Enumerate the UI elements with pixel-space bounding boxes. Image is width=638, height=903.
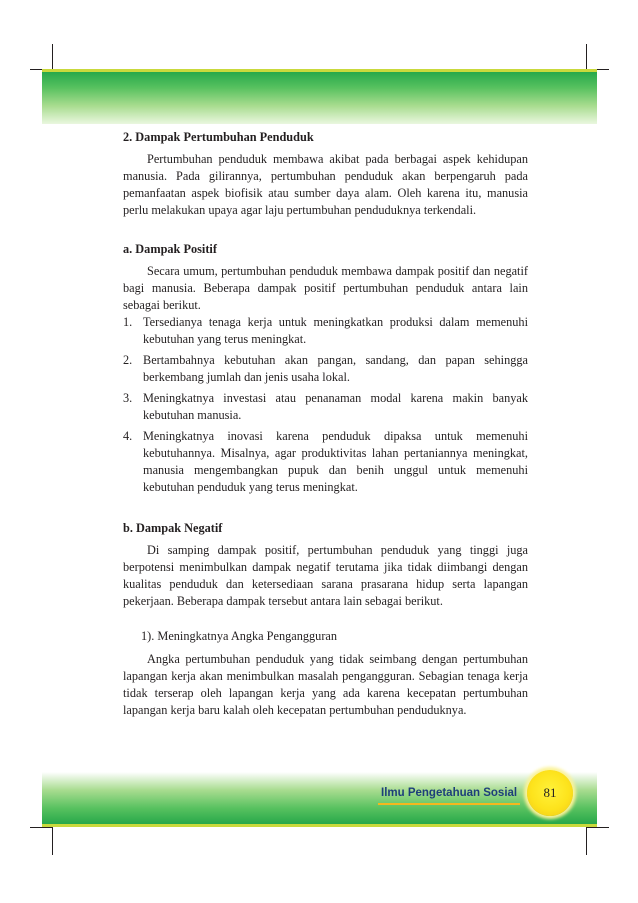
list-item xyxy=(123,428,528,496)
crop-mark xyxy=(587,827,609,828)
book-title: Ilmu Pengetahuan Sosial xyxy=(381,787,518,799)
page-number: 81 xyxy=(543,785,557,800)
page-content xyxy=(123,127,528,719)
negative-intro: Di samping dampak positif, pertumbuhan penduduk yang tinggi juga berpotensi menimbulkan dampak negatif terutama jika tidak diimbangi dengan kualitas penduduk dan ketersediaan sarana prasarana hidup serta lapangan pekerjaan. Beberapa dampak tersebut antara lain sebagai berikut. xyxy=(123,543,528,608)
list-item-number: 4. xyxy=(123,429,133,443)
list-item-number: 2. xyxy=(123,353,133,367)
crop-mark xyxy=(30,827,52,828)
positive-list xyxy=(123,314,528,496)
negative-heading: b. Dampak Negatif xyxy=(123,521,223,535)
crop-mark xyxy=(586,44,587,72)
footer-accent-line xyxy=(42,824,597,827)
negative-sub-heading: 1). Meningkatnya Angka Pengangguran xyxy=(141,629,338,643)
list-item xyxy=(123,314,528,348)
crop-mark xyxy=(52,44,53,72)
list-item xyxy=(123,390,528,424)
book-title-underline xyxy=(378,803,520,805)
negative-sub-text: Angka pertumbuhan penduduk yang tidak seimbang dengan pertumbuhan lapangan kerja akan menimbulkan masalah pengangguran. Sebagian tenaga kerja tidak terserap oleh lapangan kerja yang ada karena kecepatan pertumbuhan lapangan kerja baru kalah oleh kecepatan pertumbuhan penduduknya. xyxy=(123,652,528,717)
positive-heading: a. Dampak Positif xyxy=(123,242,217,256)
page-number-badge xyxy=(527,770,573,816)
list-item xyxy=(123,352,528,386)
section-intro: Pertumbuhan penduduk membawa akibat pada berbagai aspek kehidupan manusia. Pada gilirannya, pertumbuhan penduduk akan berpengaruh pada pemanfaatan aspek biofisik atau sumber daya alam. Oleh karena itu, manusia perlu melakukan upaya agar laju pertumbuhan penduduknya terkendali. xyxy=(123,152,528,217)
list-item-text: Tersedianya tenaga kerja untuk meningkatkan produksi dalam memenuhi kebutuhan yang terus meningkat. xyxy=(143,315,528,346)
list-item-text: Bertambahnya kebutuhan akan pangan, sandang, dan papan sehingga berkembang jumlah dan jenis usaha lokal. xyxy=(143,353,528,384)
crop-mark xyxy=(52,827,53,855)
list-item-text: Meningkatnya inovasi karena penduduk dipaksa untuk memenuhi kebutuhannya. Misalnya, agar produktivitas lahan pertaniannya meningkat, manusia mengembangkan pupuk dan benih unggul untuk memenuhi kebutuhan penduduk yang terus meningkat. xyxy=(143,429,528,494)
list-item-text: Meningkatnya investasi atau penanaman modal karena makin banyak kebutuhan manusia. xyxy=(143,391,528,422)
positive-intro: Secara umum, pertumbuhan penduduk membawa dampak positif dan negatif bagi manusia. Beberapa dampak positif pertumbuhan penduduk antara lain sebagai berikut. xyxy=(123,264,528,312)
crop-mark xyxy=(586,827,587,855)
list-item-number: 3. xyxy=(123,391,133,405)
section-heading: 2. Dampak Pertumbuhan Penduduk xyxy=(123,130,314,144)
header-band xyxy=(42,72,597,124)
list-item-number: 1. xyxy=(123,315,133,329)
